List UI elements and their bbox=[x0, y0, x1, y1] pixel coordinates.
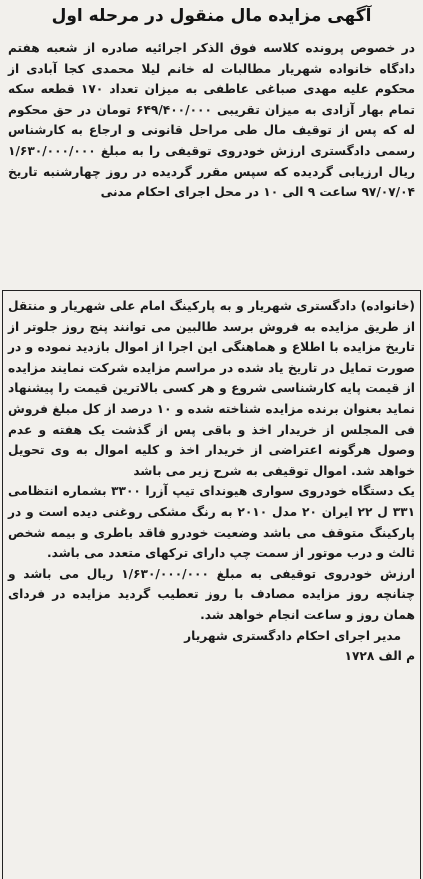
notice-paragraph: ارزش خودروی توقیفی به مبلغ ۱/۶۳۰/۰۰۰/۰۰۰ ریال می باشد و چنانچه روز مزایده مصادف با روز تعطیب گردید مزایده در فردای همان روز و ساعت انجام خواهد شد. bbox=[8, 566, 415, 622]
notice-body-lower bbox=[8, 296, 415, 667]
notice-paragraph: در خصوص پرونده کلاسه فوق الذکر اجرائیه صادره از شعبه هفتم دادگاه خانواده شهریار مطالبات له خانم لیلا محمدی کجا آبادی از محکوم علیه مهدی صباغی عاطفی به میزان تعداد ۱۷۰ قطعه سکه تمام بهار آزادی به میزان تقریبی ۶۴۹/۴۰۰/۰۰۰ تومان در حق محکوم له که پس از توقیف مال طی مراحل قانونی و ارجاع به کارشناس رسمی دادگستری ارزش خودروی توقیفی را به مبلغ ۱/۶۳۰/۰۰۰/۰۰۰ ریال ارزیابی گردیده که سپس مقرر گردیده در روز چهارشنبه تاریخ ۹۷/۰۷/۰۴ ساعت ۹ الی ۱۰ در محل اجرای احکام مدنی bbox=[8, 41, 415, 200]
notice-title: آگهی مزایده مال منقول در مرحله اول bbox=[51, 6, 372, 26]
signature-line: مدیر اجرای احکام دادگستری شهریار bbox=[184, 628, 401, 643]
notice-paragraph: (خانواده) دادگستری شهریار و به پارکینگ امام علی شهریار و منتقل از طریق مزایده به فروش برسد طالبین می توانند پنج روز جلوتر از تاریخ مزایده با اطلاع و هماهنگی این اجرا از اموال بازدید نموده و در صورت تمایل در تاریخ یاد شده در مراسم مزایده شرکت نمایند مزایده از قیمت پایه کارشناسی شروع و هر کسی بالاترین قیمت را پیشنهاد نماید بعنوان برنده مزایده شناخته شده و ۱۰ درصد از کل مبلغ فروش فی المجلس از خریدار اخذ و باقی پس از گذشت یک هفته و عدم وصول هرگونه اعتراضی از خریدار اخذ و کلیه اموال به وی تحویل خواهد شد. اموال توقیفی به شرح زیر می باشد bbox=[8, 299, 415, 478]
notice-body-upper bbox=[8, 38, 415, 203]
notice-paragraph: یک دستگاه خودروی سواری هیوندای تیپ آزرا ۳۳۰۰ بشماره انتظامی ۳۳۱ ل ۲۲ ایران ۲۰ مدل ۲۰۱۰ به رنگ مشکی روغنی دیده است و در پارکینگ متوقف می باشد وضعیت خودرو فاقد باطری و بیمه شخص ثالث و درب موتور از سمت چپ دارای ترکهای متعدد می باشد. bbox=[8, 484, 416, 561]
notice-code: م الف ۱۷۲۸ bbox=[344, 649, 415, 664]
